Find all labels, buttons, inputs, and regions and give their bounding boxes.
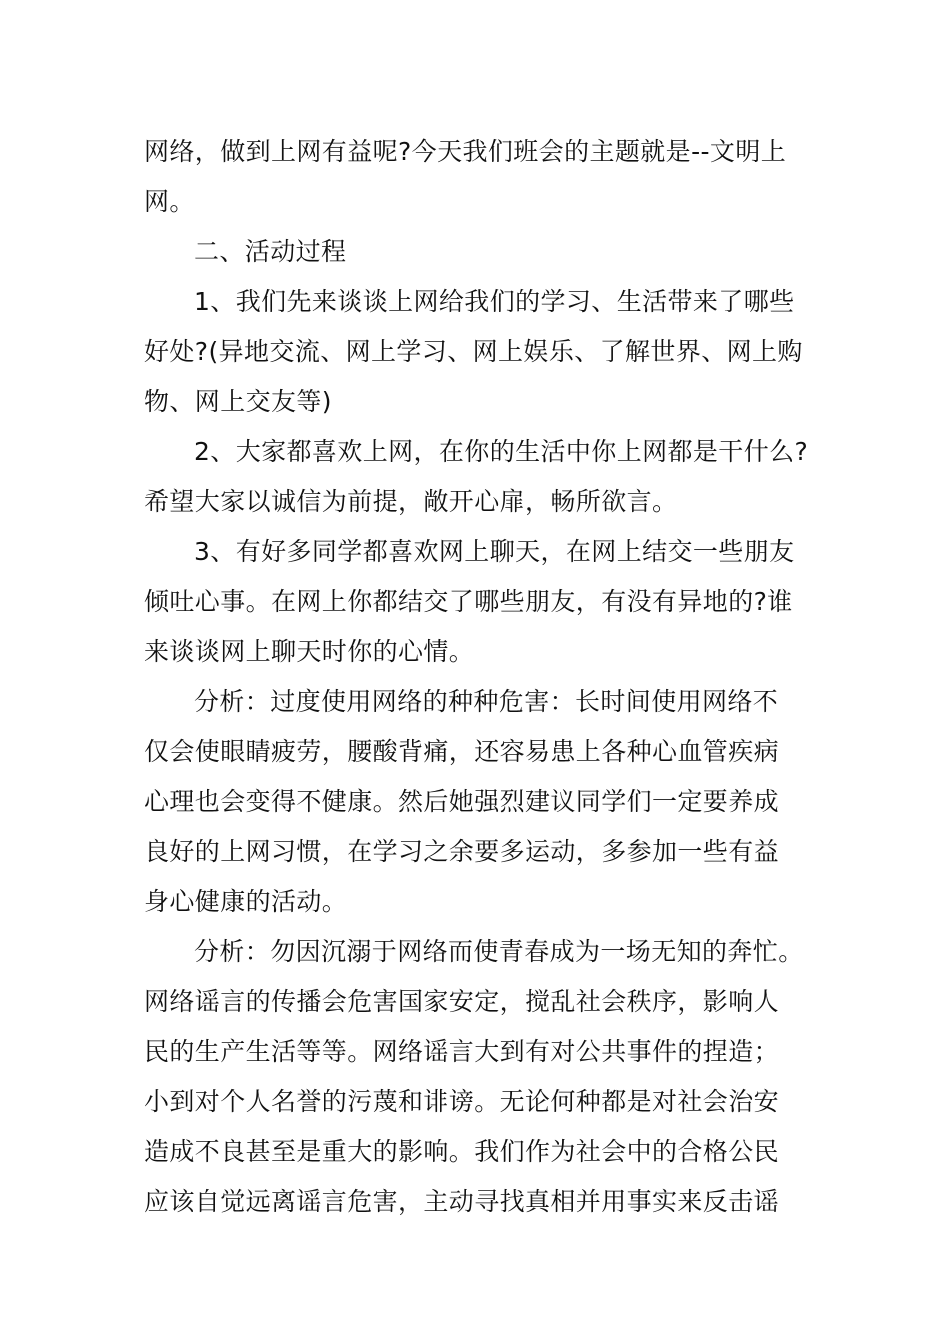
text-line: 3、有好多同学都喜欢网上聊天，在网上结交一些朋友 [194,537,795,566]
text-line: 分析：勿因沉溺于网络而使青春成为一场无知的奔忙。 [194,937,804,966]
text-line: 网络，做到上网有益呢?今天我们班会的主题就是--文明上 [144,137,787,166]
text-line: 仅会使眼睛疲劳，腰酸背痛，还容易患上各种心血管疾病 [144,737,780,766]
text-line: 好处?(异地交流、网上学习、网上娱乐、了解世界、网上购 [144,337,803,366]
section-heading: 二、活动过程 [194,237,347,266]
document-body [144,127,824,1227]
text-line: 良好的上网习惯，在学习之余要多运动，多参加一些有益 [144,837,780,866]
text-line: 1、我们先来谈谈上网给我们的学习、生活带来了哪些 [194,287,795,316]
text-line: 希望大家以诚信为前提，敞开心扉，畅所欲言。 [144,487,678,516]
text-line: 网。 [144,187,195,216]
text-line: 2、大家都喜欢上网，在你的生活中你上网都是干什么? [194,437,809,466]
text-line: 来谈谈网上聊天时你的心情。 [144,637,475,666]
text-line: 心理也会变得不健康。然后她强烈建议同学们一定要养成 [144,787,780,816]
text-line: 民的生产生活等等。网络谣言大到有对公共事件的捏造； [144,1037,780,1066]
text-line: 身心健康的活动。 [144,887,348,916]
text-line: 小到对个人名誉的污蔑和诽谤。无论何种都是对社会治安 [144,1087,780,1116]
text-line: 造成不良甚至是重大的影响。我们作为社会中的合格公民 [144,1137,780,1166]
text-line: 物、网上交友等) [144,387,332,416]
text-line: 网络谣言的传播会危害国家安定，搅乱社会秩序，影响人 [144,987,780,1016]
text-line: 分析：过度使用网络的种种危害：长时间使用网络不 [194,687,779,716]
text-line: 倾吐心事。在网上你都结交了哪些朋友，有没有异地的?谁 [144,587,793,616]
text-line: 应该自觉远离谣言危害，主动寻找真相并用事实来反击谣 [144,1187,780,1216]
